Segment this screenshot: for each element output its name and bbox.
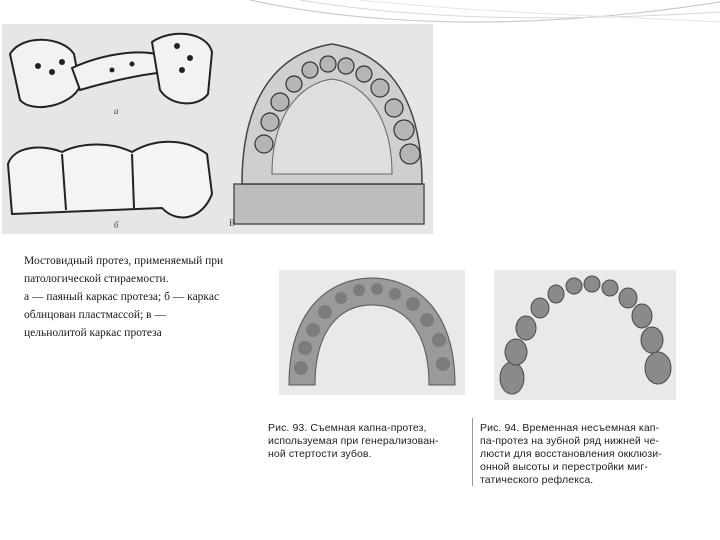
figure-label-c: В (229, 218, 236, 228)
caption-line: Рис. 93. Съемная капна-протез, (268, 422, 427, 434)
caption-line: облицован пластмассой; в — (24, 309, 166, 321)
figure-label-a: а (114, 106, 119, 116)
caption-line: Рис. 94. Временная несъемная кап- (480, 422, 660, 434)
caption-line: Мостовидный протез, применяемый при (24, 255, 224, 267)
caption-line: ной стертости зубов. (268, 448, 372, 460)
caption-line: а — паяный каркас протеза; б — каркас (24, 291, 220, 303)
caption-line: онной высоты и перестройки миг- (480, 461, 648, 473)
figure-label-b: б (114, 220, 119, 230)
figure-94-photo (494, 270, 676, 400)
figure-93-photo (279, 270, 465, 395)
caption-line: используемая при генерализован- (268, 435, 439, 447)
figure-93-caption (268, 422, 439, 461)
figure-94-caption (480, 422, 662, 487)
bridge-prosthesis-caption (24, 252, 272, 342)
bridge-prosthesis-figure (2, 24, 433, 234)
caption-line: па-протез на зубной ряд нижней че- (480, 435, 660, 447)
caption-divider (472, 418, 473, 486)
caption-line: цельнолитой каркас протеза (24, 327, 162, 339)
caption-line: патологической стираемости. (24, 273, 169, 285)
caption-line: люсти для восстановления окклюзи- (480, 448, 662, 460)
caption-line: татического рефлекса. (480, 474, 594, 486)
